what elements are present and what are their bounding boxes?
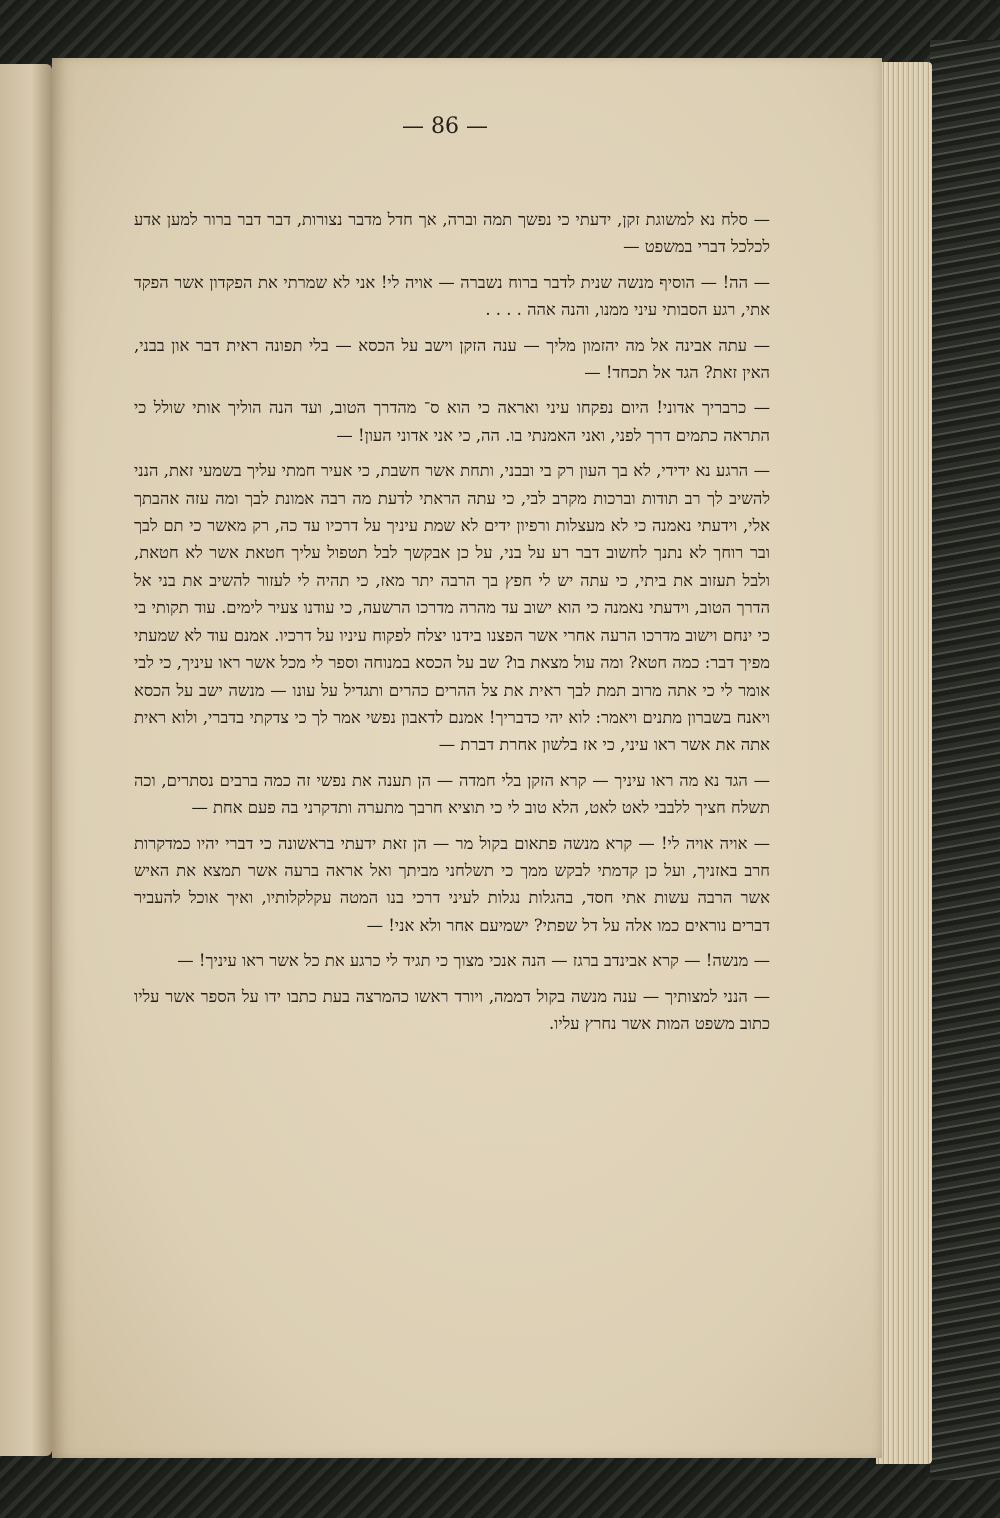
paragraph: — סלח נא למשוגת זקן, ידעתי כי נפשך תמה וברה, אך חדל מדבר נצורות, דבר דבר ברור למען אדע לכלכל דברי במשפט — bbox=[134, 210, 770, 257]
page-text bbox=[134, 206, 770, 1037]
paragraph: — הגד נא מה ראו עיניך — קרא הזקן בלי חמדה — הן תענה את נפשי זה כמה ברבים נסתרים, וכה תשלח חציך ללבבי לאט לאט, הלא טוב לי כי תוציא חרבך מתערה ותדקרני בה פעם אחת — bbox=[134, 770, 770, 818]
paragraph: — עתה אבינה אל מה יהזמון מליך — ענה הזקן וישב על הכסא — בלי תפונה ראית דבר און בבני, האין זאת? הגד אל תכחד! — bbox=[134, 335, 770, 383]
paragraph: — מנשה! — קרא אבינדב ברגז — הנה אנכי מצוך כי תגיד לי כרגע את כל אשר ראו עיניך! — bbox=[177, 951, 770, 971]
paragraph: — הה! — הוסיף מנשה שנית לדבר ברוח נשברה — אויה לי! אני לא שמרתי את הפקדון אשר הפקד אתי, רגע הסבותי עיני ממנו, והנה אהה . . . . bbox=[134, 272, 770, 320]
book-spine bbox=[930, 40, 1000, 1480]
page-stack-edges bbox=[876, 62, 932, 1464]
facing-page-edge bbox=[0, 64, 52, 1456]
page-number: — 86 — bbox=[402, 114, 488, 139]
paragraph: — אויה אויה לי! — קרא מנשה פתאום בקול מר — הן זאת ידעתי בראשונה כי דברי יהיו כמדקרות חרב באזניך, ועל כן קדמתי לבקש ממך כי תשלחני מביתך ואל אראה ברעה אשר תמצא את האיש אשר הרבה עשות אתי חסד, בהגלות נגלות לעיני דרכי בנו המטה עקלקלותיו, ואיך אוכל להעביר דברים נוראים כמו אלה על דל שפתי? ישמיעם אחר ולא אני! — bbox=[134, 833, 770, 935]
paragraph: — הנני למצותיך — ענה מנשה בקול דממה, ויורד ראשו כהמרצה בעת כתבו ידו על הספר אשר עליו כתוב משפט המות אשר נחרץ עליו. bbox=[134, 986, 770, 1033]
paragraph: — כרבריך אדוני! היום נפקחו עיני ואראה כי הוא ס־ מהדרך הטוב, ועד הנה הוליך אותי שולל כי התראה כתמים דרך לפני, ואני האמנתי בו. הה, כי אני אדוני העון! — bbox=[134, 398, 770, 445]
paragraph: — הרגע נא ידידי, לא בך העון רק בי ובבני, ותחת אשר חשבת, כי אעיר חמתי עליך בשמעי זאת, הנני להשיב לך רב תודות וברכות מקרב לבי, כי עתה הראתי לדעת מה רבה אמונת לבך ומה עזה אהבתך אלי, וידעתי נאמנה כי לא מעצלות ורפיון ידים לא שמת עיניך על דרכיו עד כה, רק מאשר כי תם לבך ובר רוחך לא נתנך לחשוב דבר רע על בני, על כן אבקשך לבל תטפול עליך חטאת אשר לא חטאת, ולבל תעזוב את ביתי, כי עתה יש לי חפץ בך הרבה יתר מאז, כי תהיה לי לעזור להשיב את בני אל הדרך הטוב, וידעתי נאמנה כי הוא ישוב עד מהרה מדרכו הרשעה, כי עודנו צעיר לימים. עוד תקותי בי כי ינחם וישוב מדרכו הרעה אחרי אשר הפצנו בידנו יצלח לפקוח עיניו על דרכיו. אמנם עוד לא שמעתי מפיך דבר: כמה חטא? ומה עול מצאת בו? שב על הכסא במנוחה וספר לי מכל אשר ראו עיניך, כי לבי אומר לי כי אתה מרוב תמת לבך ראית את צל ההרים כהרים ותגדיל על עונו — מנשה ישב על הכסא ויאנח בשברון מתנים ויאמר: לוא יהי כדבריך! אמנם לדאבון נפשי אמר לך כי צדקתי בדברי, ולוא ראית אתה את אשר ראו עיני, כי אז בלשון אחרת דברת — bbox=[134, 461, 770, 755]
